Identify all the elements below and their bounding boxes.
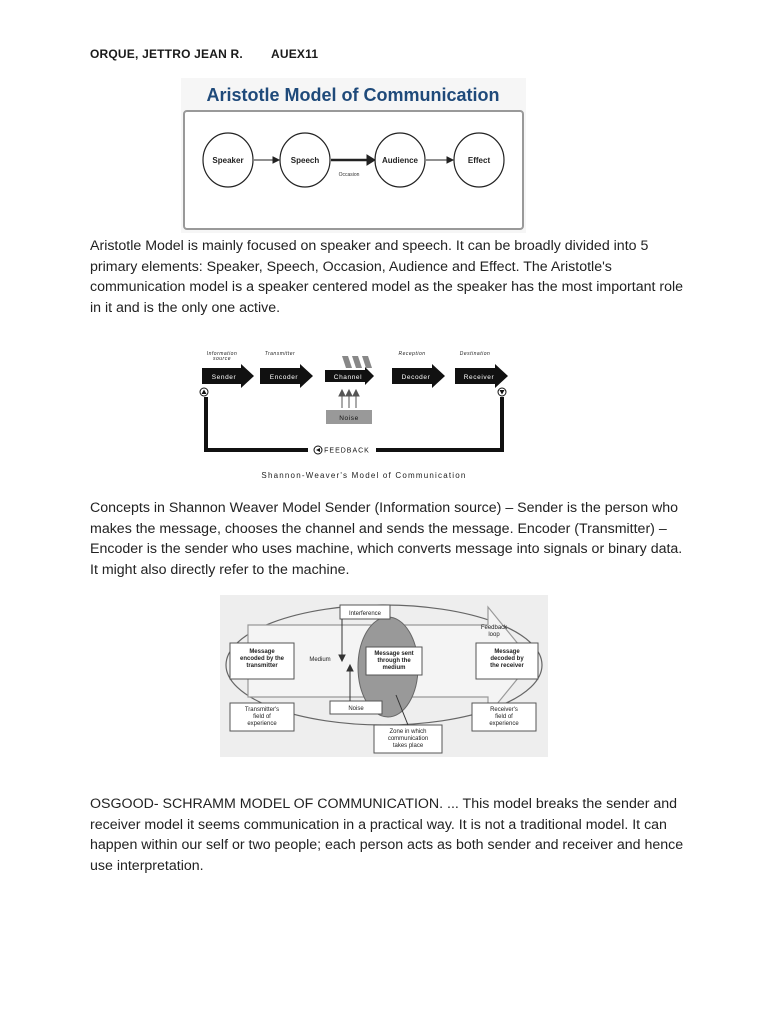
shannon-weaver-diagram xyxy=(196,346,516,486)
speaker-label: Speaker xyxy=(212,156,244,165)
occasion-label: Occasion xyxy=(338,172,360,178)
encoded-label: Message encoded by the transmitter xyxy=(239,649,285,669)
medium-label: Medium xyxy=(309,657,331,663)
decoder-label: Decoder xyxy=(401,374,431,381)
aristotle-diagram xyxy=(181,78,526,233)
effect-label: Effect xyxy=(467,156,491,165)
speech-label: Speech xyxy=(290,156,320,165)
information-source-label: Information source xyxy=(206,351,238,362)
transmitter-field-label: Transmitter's field of experience xyxy=(244,707,280,727)
osgood-noise-label: Noise xyxy=(348,706,364,712)
author-name: ORQUE, JETTRO JEAN R. xyxy=(90,47,243,61)
receiver-field-label: Receiver's field of experience xyxy=(489,707,519,727)
osgood-schramm-diagram xyxy=(220,595,548,757)
course-code: AUEX11 xyxy=(271,47,319,61)
shannon-paragraph: Concepts in Shannon Weaver Model Sender (Information source) – Sender is the person who makes the message, chooses the channel and sends the message. Encoder (Transmitter) –Encoder is the sender who uses machine, which converts message into signals or binary data. It might also directly refer to the machine. xyxy=(90,500,683,578)
aristotle-title: Aristotle Model of Communication xyxy=(206,85,500,105)
decoded-label: Message decoded by the receiver xyxy=(490,649,524,669)
aristotle-paragraph: Aristotle Model is mainly focused on speaker and speech. It can be broadly divided into 5 primary elements: Speaker, Speech, Occasion, Audience and Effect. The Aristotle's communication model is a speaker centered model as the speaker has the most important role in it and is the only one active. xyxy=(90,238,684,316)
destination-label: Destination xyxy=(459,351,491,357)
encoder-label: Encoder xyxy=(269,374,299,381)
receiver-label: Receiver xyxy=(463,374,495,381)
audience-label: Audience xyxy=(381,156,419,165)
shannon-caption: Shannon-Weaver's Model of Communication xyxy=(261,471,467,480)
sent-label: Message sent through the medium xyxy=(374,651,414,671)
feedback-loop-label: Feedback loop xyxy=(480,625,508,638)
noise-label: Noise xyxy=(339,415,359,422)
reception-label: Reception xyxy=(398,351,426,357)
channel-label: Channel xyxy=(333,374,363,381)
feedback-label: FEEDBACK xyxy=(324,447,370,455)
static-bolts-icon xyxy=(342,356,372,368)
interference-label: Interference xyxy=(348,611,382,617)
osgood-paragraph: OSGOOD- SCHRAMM MODEL OF COMMUNICATION. ... This model breaks the sender and receiver model it seems communication in a practical way. It is not a traditional model. It can happen within our self or two people; each person acts as both sender and receiver and hence use interpretation. xyxy=(90,796,684,874)
sender-label: Sender xyxy=(211,374,237,381)
zone-label: Zone in which communication takes place xyxy=(387,729,429,749)
transmitter-label: Transmitter xyxy=(264,351,296,357)
